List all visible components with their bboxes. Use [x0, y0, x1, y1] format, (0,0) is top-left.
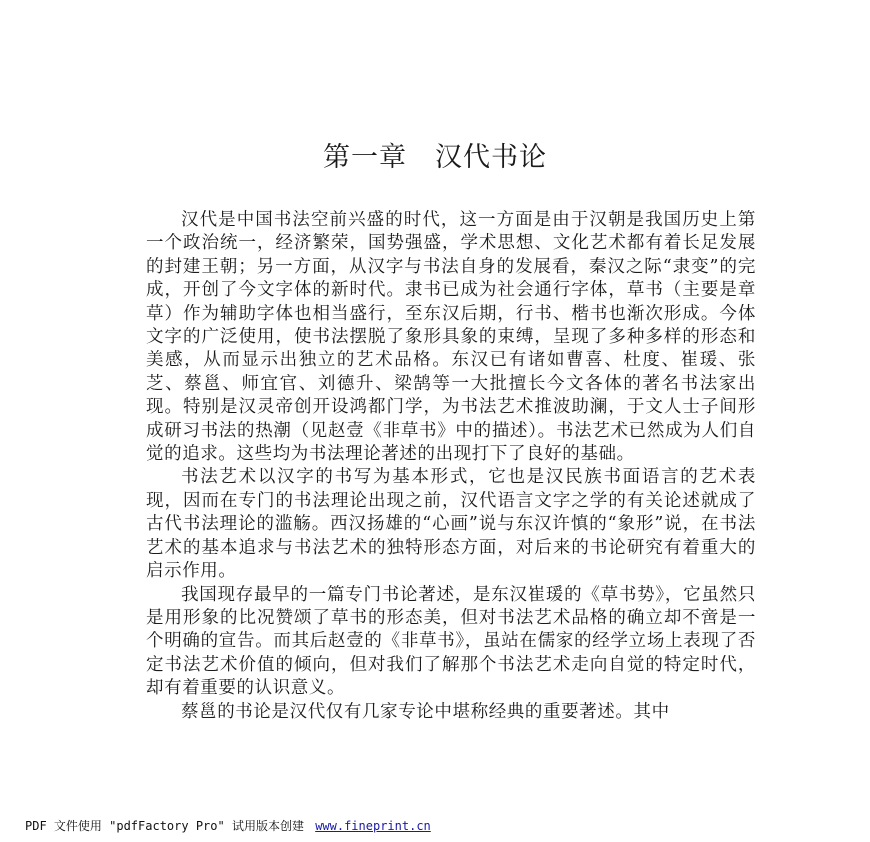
chapter-title: 第一章 汉代书论 [323, 142, 547, 173]
paragraph-4: 蔡邕的书论是汉代仅有几家专论中堪称经典的重要著述。其中 [181, 701, 670, 722]
footer-text: PDF 文件使用 "pdfFactory Pro" 试用版本创建 [25, 819, 304, 833]
paragraph-3: 我国现存最早的一篇专门书论著述，是东汉崔瑗的《草书势》，它虽然只是用形象的比况赞颂了草书的形态美，但对书法艺术品格的确立却不啻是一个明确的宣告。而其后赵壹的《非草书》，虽站在儒家的经学立场上表现了否定书法艺术价值的倾向，但对我们了解那个书法艺术走向自觉的特定时代，却有着重要的认识意义。 [146, 584, 756, 699]
paragraph-2: 书法艺术以汉字的书写为基本形式，它也是汉民族书面语言的艺术表现，因而在专门的书法理论出现之前，汉代语言文字之学的有关论述就成了古代书法理论的滥觞。西汉扬雄的“心画”说与东汉许慎的“象形”说，在书法艺术的基本追求与书法艺术的独特形态方面，对后来的书论研究有着重大的启示作用。 [146, 467, 756, 582]
body-text [146, 209, 756, 724]
pdf-footer [25, 817, 431, 834]
footer-link[interactable]: www.fineprint.cn [315, 819, 431, 833]
paragraph-1: 汉代是中国书法空前兴盛的时代，这一方面是由于汉朝是我国历史上第一个政治统一，经济繁荣，国势强盛，学术思想、文化艺术都有着长足发展的封建王朝；另一方面，从汉字与书法自身的发展看，秦汉之际“隶变”的完成，开创了今文字体的新时代。隶书已成为社会通行字体，草书（主要是章草）作为辅助字体也相当盛行，至东汉后期，行书、楷书也渐次形成。今体文字的广泛使用，使书法摆脱了象形具象的束缚，呈现了多种多样的形态和美感，从而显示出独立的艺术品格。东汉已有诸如曹喜、杜度、崔瑗、张芝、蔡邕、师宜官、刘德升、梁鹄等一大批擅长今文各体的著名书法家出现。特别是汉灵帝创开设鸿都门学，为书法艺术推波助澜，于文人士子间形成研习书法的热潮（见赵壹《非草书》中的描述）。书法艺术已然成为人们自觉的追求。这些均为书法理论著述的出现打下了良好的基础。 [146, 210, 756, 465]
